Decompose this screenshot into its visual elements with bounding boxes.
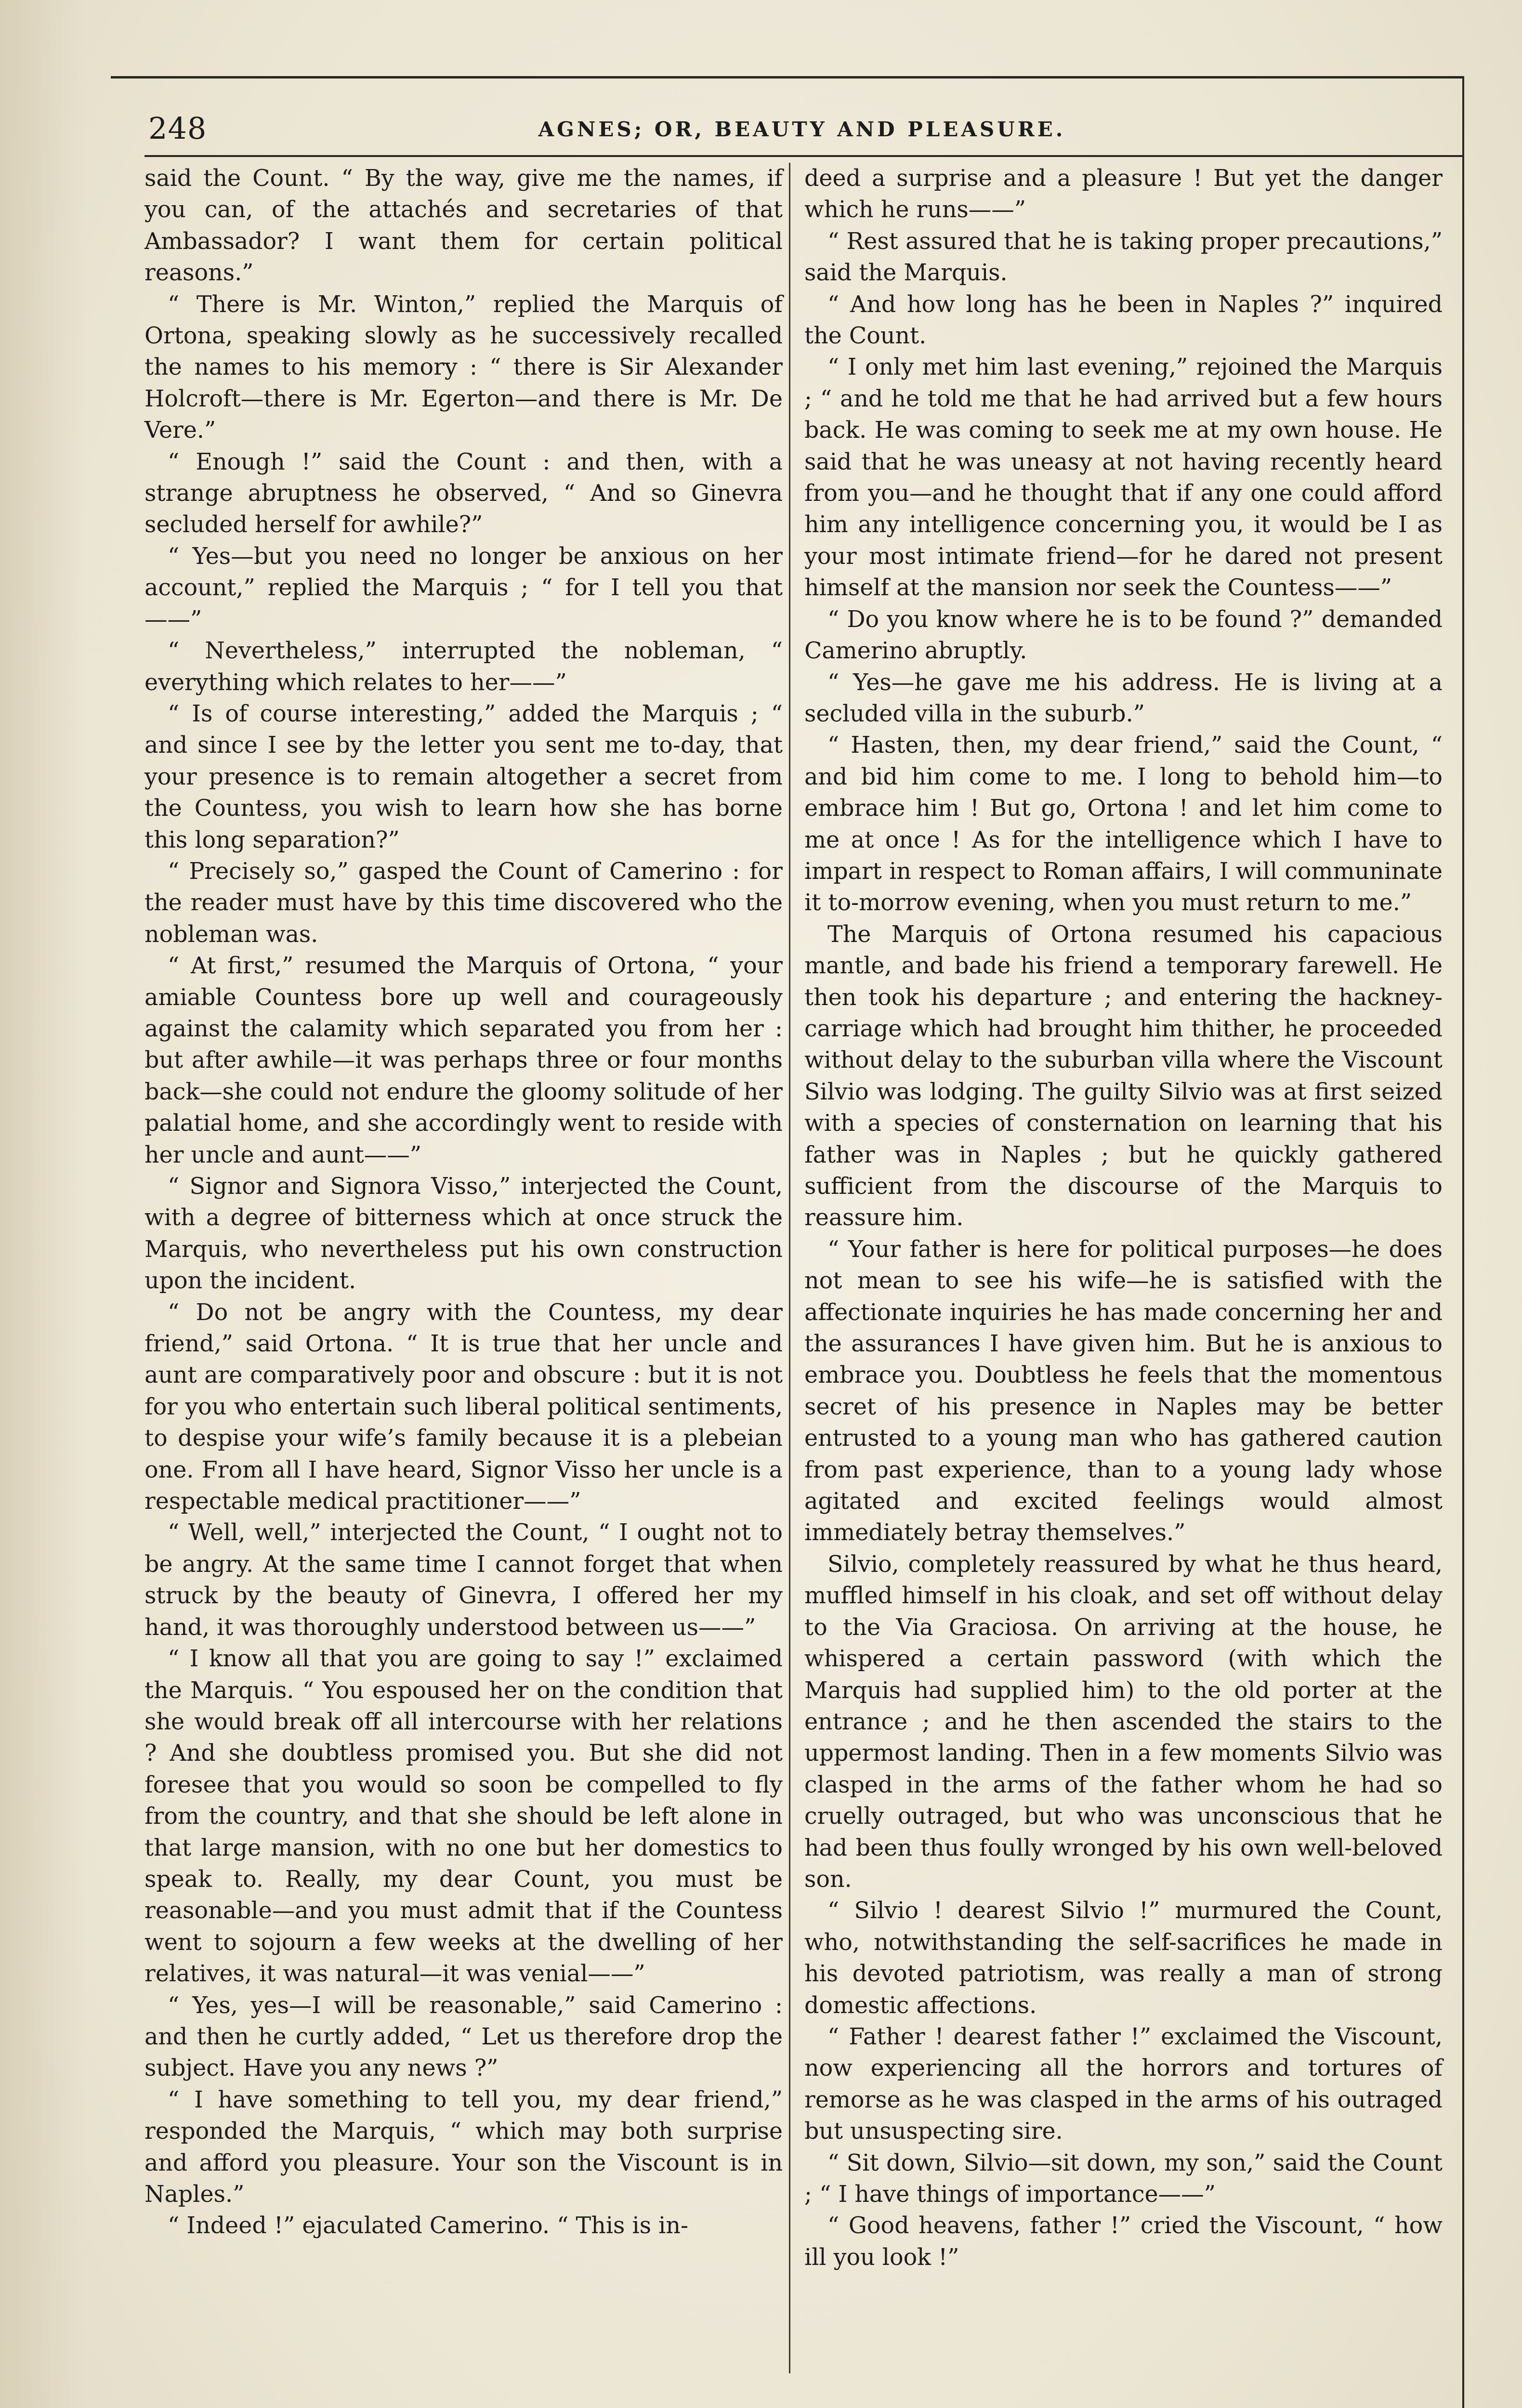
- paragraph: “ Your father is here for political purposes—he does not mean to see his wife—he is satisfied with the affectionate inquiries he has made concerning her and the assurances I have given him. But he is anxious to embrace you. Doubtless he feels that the momentous secret of his presence in Naples may be better entrusted to a young man who has gathered caution from past experience, than to a young lady whose agitated and excited feelings would almost immediately betray themselves.”: [804, 1236, 1443, 1546]
- page-header: [144, 106, 1459, 154]
- left-column: [144, 163, 783, 2242]
- paragraph: “ Indeed !” ejaculated Camerino. “ This is in-: [168, 2212, 688, 2239]
- paragraph: “ Nevertheless,” interrupted the nobleman, “ everything which relates to her——”: [144, 638, 783, 696]
- paragraph: The Marquis of Ortona resumed his capacious mantle, and bade his friend a temporary farewell. He then took his departure ; and entering the hackney-carriage which had brought him thither, he proceeded without delay to the suburban villa where the Viscount Silvio was lodging. The guilty Silvio was at first seized with a species of consternation on learning that his father was in Naples ; but he quickly gathered sufficient from the discourse of the Marquis to reassure him.: [804, 921, 1443, 1231]
- right-column: [804, 163, 1443, 2273]
- paragraph: “ And how long has he been in Naples ?” inquired the Count.: [804, 291, 1443, 350]
- paragraph: “ Silvio ! dearest Silvio !” murmured the Count, who, notwithstanding the self-sacrifices he made in his devoted patriotism, was really a man of strong domestic affections.: [804, 1898, 1443, 2019]
- paragraph: “ Rest assured that he is taking proper precautions,” said the Marquis.: [804, 228, 1443, 287]
- paragraph: “ Father ! dearest father !” exclaimed the Viscount, now experiencing all the horrors and tortures of remorse as he was clasped in the arms of his outraged but unsuspecting sire.: [804, 2023, 1443, 2145]
- paragraph: “ Signor and Signora Visso,” interjected the Count, with a degree of bitterness which at once struck the Marquis, who nevertheless put his own construction upon the incident.: [144, 1173, 783, 1295]
- paragraph: “ Yes—but you need no longer be anxious on her account,” replied the Marquis ; “ for I tell you that——”: [144, 543, 783, 633]
- right-frame-line: [1462, 76, 1464, 2408]
- paragraph: deed a surprise and a pleasure ! But yet the danger which he runs——”: [804, 165, 1443, 223]
- paragraph: “ I only met him last evening,” rejoined the Marquis ; “ and he told me that he had arrived but a few hours back. He was coming to seek me at my own house. He said that he was uneasy at not having recently heard from you—and he thought that if any one could afford him any intelligence concerning you, it would be I as your most intimate friend—for he dared not present himself at the mansion nor seek the Countess——”: [804, 354, 1443, 602]
- top-frame-line: [111, 76, 1464, 79]
- column-divider: [789, 163, 790, 2373]
- paragraph: “ At first,” resumed the Marquis of Ortona, “ your amiable Countess bore up well and courageously against the calamity which separated you from her : but after awhile—it was perhaps three or four months back—she could not endure the gloomy solitude of her palatial home, and she accordingly went to reside with her uncle and aunt——”: [144, 953, 783, 1168]
- paragraph: “ Do you know where he is to be found ?” demanded Camerino abruptly.: [804, 606, 1443, 665]
- header-rule: [144, 155, 1462, 157]
- paragraph: “ There is Mr. Winton,” replied the Marquis of Ortona, speaking slowly as he successively recalled the names to his memory : “ there is Sir Alexander Holcroft—there is Mr. Egerton—and there is Mr. De Vere.”: [144, 291, 783, 444]
- paragraph: “ Sit down, Silvio—sit down, my son,” said the Count ; “ I have things of importance——”: [804, 2149, 1443, 2208]
- paragraph: “ Hasten, then, my dear friend,” said the Count, “ and bid him come to me. I long to behold him—to embrace him ! But go, Ortona ! and let him come to me at once ! As for the intelligence which I have to impart in respect to Roman affairs, I will communinate it to-morrow evening, when you must return to me.”: [804, 732, 1443, 916]
- paragraph: “ Yes—he gave me his address. He is living at a secluded villa in the suburb.”: [804, 669, 1443, 727]
- paragraph: “ Well, well,” interjected the Count, “ I ought not to be angry. At the same time I cannot forget that when struck by the beauty of Ginevra, I offered her my hand, it was thoroughly understood between us——”: [144, 1519, 783, 1641]
- paragraph: “ I know all that you are going to say !” exclaimed the Marquis. “ You espoused her on the condition that she would break off all intercourse with her relations ? And she doubtless promised you. But she did not foresee that you would so soon be compelled to fly from the country, and that she should be left alone in that large mansion, with no one but her domestics to speak to. Really, my dear Count, you must be reasonable—and you must admit that if the Countess went to sojourn a few weeks at the dwelling of her relatives, it was natural—it was venial——”: [144, 1646, 783, 1988]
- paragraph: “ Yes, yes—I will be reasonable,” said Camerino : and then he curtly added, “ Let us therefore drop the subject. Have you any news ?”: [144, 1992, 783, 2082]
- paragraph: “ Is of course interesting,” added the Marquis ; “ and since I see by the letter you sent me to-day, that your presence is to remain altogether a secret from the Countess, you wish to learn how she has borne this long separation?”: [144, 700, 783, 853]
- paragraph: said the Count. “ By the way, give me the names, if you can, of the attachés and secretaries of that Ambassador? I want them for certain political reasons.”: [144, 165, 783, 287]
- running-head: AGNES; OR, BEAUTY AND PLEASURE.: [538, 118, 1066, 141]
- paragraph: “ I have something to tell you, my dear friend,” responded the Marquis, “ which may both surprise and afford you pleasure. Your son the Viscount is in Naples.”: [144, 2086, 783, 2208]
- paragraph: Silvio, completely reassured by what he thus heard, muffled himself in his cloak, and set off without delay to the Via Graciosa. On arriving at the house, he whispered a certain password (with which the Marquis had supplied him) to the old porter at the entrance ; and he then ascended the stairs to the uppermost landing. Then in a few moments Silvio was clasped in the arms of the father whom he had so cruelly outraged, but who was unconscious that he had been thus foully wronged by his own well-beloved son.: [804, 1551, 1443, 1893]
- paragraph: “ Good heavens, father !” cried the Viscount, “ how ill you look !”: [804, 2212, 1443, 2271]
- page-number: 248: [148, 111, 207, 146]
- paragraph: “ Precisely so,” gasped the Count of Camerino : for the reader must have by this time discovered who the nobleman was.: [144, 858, 783, 948]
- paragraph: “ Enough !” said the Count : and then, with a strange abruptness he observed, “ And so Ginevra secluded herself for awhile?”: [144, 448, 783, 538]
- paragraph: “ Do not be angry with the Countess, my dear friend,” said Ortona. “ It is true that her uncle and aunt are comparatively poor and obscure : but it is not for you who entertain such liberal political sentiments, to despise your wife’s family because it is a plebeian one. From all I have heard, Signor Visso her uncle is a respectable medical practitioner——”: [144, 1299, 783, 1515]
